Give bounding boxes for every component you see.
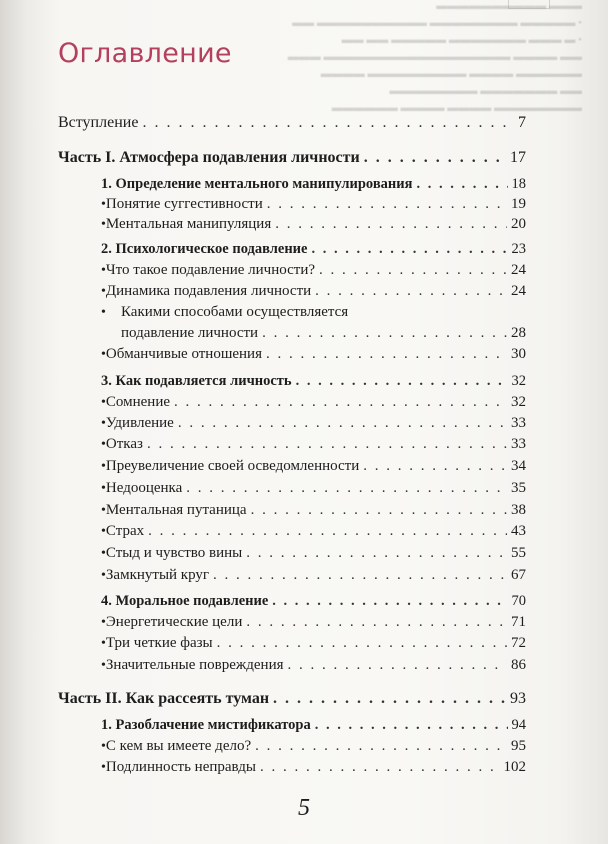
toc-page-number: 18 [511,176,526,192]
toc-page-number: 38 [511,502,526,518]
toc-entry-label: Понятие суггестивности [105,196,263,212]
toc-page-number: 30 [511,346,526,362]
bullet-icon: • [101,305,106,320]
leader-dots [267,194,507,214]
bullet-icon: • [101,437,106,452]
leader-dots [142,113,514,133]
toc-entry-label: Подлинность неправды [105,759,256,775]
toc-page-number: 35 [511,480,526,496]
toc-section[interactable] [101,214,526,235]
bullet-icon: • [101,284,106,299]
bullet-icon: • [101,615,106,630]
toc-page-number: 33 [511,436,526,452]
toc-section[interactable] [101,344,526,365]
leader-dots [262,323,507,343]
leader-dots [296,371,508,391]
toc-page-number: 55 [511,545,526,561]
toc-page-number: 20 [511,216,526,232]
toc-section[interactable] [101,281,526,302]
leader-dots [319,260,507,280]
leader-dots [148,521,507,541]
bullet-icon: • [101,568,106,583]
toc-section[interactable] [101,565,526,586]
leader-dots [186,478,507,498]
toc-page-number: 19 [511,196,526,212]
toc-entry-label: 3. Как подавляется личность [101,373,292,389]
toc-page-number: 17 [510,149,526,166]
toc-section[interactable] [101,612,526,633]
toc-entry-label: Ментальная путаница [105,502,247,518]
leader-dots [315,281,507,301]
toc-section-continuation[interactable] [121,323,526,343]
leader-dots [311,239,507,259]
toc-entry-label: Страх [105,523,145,539]
leader-dots [260,757,500,777]
toc-page-number: 32 [511,373,526,389]
leader-dots [272,591,507,611]
toc-entry-label: 1. Определение ментального манипулирования [101,176,413,192]
bullet-icon: • [101,217,106,232]
toc-entry-label: 2. Психологическое подавление [101,241,308,257]
leader-dots [255,736,507,756]
toc-entry-label: Энергетические цели [105,614,243,630]
toc-entry-label: Удивление [105,415,174,431]
toc-section[interactable] [101,392,526,413]
toc-section[interactable] [101,302,526,323]
toc-section[interactable] [101,413,526,434]
toc-entry-label: Обманчивые отношения [105,346,262,362]
bullet-icon: • [101,636,106,651]
toc-section[interactable] [101,736,526,757]
toc-section[interactable] [101,543,526,564]
bullet-icon: • [101,197,106,212]
leader-dots [416,174,507,194]
toc-chapter[interactable] [101,591,526,611]
toc-entry-label-line2: подавление личности [121,325,259,341]
toc-entry-label: Часть I. Атмосфера подавления личности [58,149,360,166]
toc-chapter[interactable] [101,715,526,735]
toc-part-heading[interactable] [58,148,526,168]
bullet-icon: • [101,760,106,775]
toc-entry-label: Недооценка [105,480,183,496]
toc-entry-label: С кем вы имеете дело? [105,738,252,754]
toc-entry-label: Что такое подавление личности? [105,262,316,278]
toc-part-heading[interactable] [58,689,526,709]
bullet-icon: • [101,503,106,518]
bullet-icon: • [101,395,106,410]
toc-entry-label: Три четкие фазы [105,635,213,651]
toc-entry-label: Замкнутый круг [105,567,210,583]
toc-page-number: 34 [511,458,526,474]
page-title: Оглавление [58,38,232,69]
toc-page-number: 24 [511,283,526,299]
bullet-icon: • [101,481,106,496]
toc-entry[interactable] [58,113,526,133]
bullet-icon: • [101,524,106,539]
bullet-icon: • [101,546,106,561]
toc-entry-label: Значительные повреждения [105,657,284,673]
toc-page-number: 23 [511,241,526,257]
toc-section[interactable] [101,500,526,521]
toc-entry-label: Преувеличение своей осведомленности [105,458,360,474]
toc-section[interactable] [101,434,526,455]
leader-dots [288,655,507,675]
toc-page-number: 72 [511,635,526,651]
toc-entry-label: Вступление [58,114,139,131]
toc-section[interactable] [101,194,526,215]
bullet-icon: • [101,658,106,673]
toc-section[interactable] [101,655,526,676]
toc-section[interactable] [101,521,526,542]
toc-page-number: 7 [518,114,526,131]
toc-entry-label: Динамика подавления личности [105,283,312,299]
leader-dots [246,612,507,632]
bullet-icon: • [101,347,106,362]
leader-dots [266,344,507,364]
leader-dots [275,214,507,234]
leader-dots [213,565,507,585]
toc-entry-label: Какими способами осуществляется [121,304,349,320]
toc-page-number: 43 [511,523,526,539]
toc-entry-label: Часть II. Как рассеять туман [58,690,270,707]
leader-dots [147,434,507,454]
bullet-icon: • [101,263,106,278]
toc-page-number: 102 [503,759,526,775]
toc-chapter[interactable] [101,174,526,194]
leader-dots [246,543,507,563]
toc-entry-label: Ментальная манипуляция [105,216,272,232]
toc-entry-label: Сомнение [105,394,171,410]
toc-entry-label: Отказ [105,436,143,452]
toc-page-number: 94 [511,717,526,733]
toc-section[interactable] [101,478,526,499]
toc-section[interactable] [101,757,526,778]
toc-entry-label: Стыд и чувство вины [105,545,243,561]
toc-page-number: 93 [510,690,526,707]
toc-page-number: 71 [511,614,526,630]
toc-page-number: 28 [511,325,526,341]
toc-page-number: 86 [511,657,526,673]
toc-chapter[interactable] [101,371,526,391]
bullet-icon: • [101,459,106,474]
toc-section[interactable] [101,260,526,281]
toc-section[interactable] [101,456,526,477]
toc-page-number: 70 [511,593,526,609]
toc-entry-label: 1. Разоблачение мистификатора [101,717,311,733]
leader-dots [364,148,506,168]
leader-dots [251,500,507,520]
toc-page-number: 95 [511,738,526,754]
page-number: 5 [298,795,310,821]
bullet-icon: • [101,416,106,431]
toc-page-number: 67 [511,567,526,583]
toc-page-number: 33 [511,415,526,431]
leader-dots [315,715,508,735]
toc-chapter[interactable] [101,239,526,259]
leader-dots [174,392,507,412]
toc-section[interactable] [101,633,526,654]
leader-dots [273,689,506,709]
show-through-text: ▬▬▬ ▬▬▬▬▬▬▬▬▬▬ • ▬▬▬▬▬ ▬▬▬▬▬▬▬▬ ▬▬▬▬▬▬▬▬▬▬ ▬▬ • ▬ ▬▬▬ ▬▬▬▬▬▬▬ ▬▬▬▬▬ ▬▬ ▬▬ ▬▬ ▬▬▬▬ ▬▬▬▬▬▬▬▬▬▬▬▬▬▬▬▬▬ ▬▬▬ ▬▬▬▬▬▬ ▬▬▬▬ ▬▬▬▬▬▬▬▬▬ ▬▬▬▬ ▬▬ ▬▬▬▬▬▬▬ ▬▬▬▬▬▬▬▬ ▬▬▬▬▬▬▬▬ ▬▬▬▬ ▬▬▬▬ ▬▬▬▬▬▬ [287,0,582,114]
leader-dots [178,413,507,433]
toc-page-number: 24 [511,262,526,278]
bullet-icon: • [101,739,106,754]
leader-dots [363,456,507,476]
toc-page-number: 32 [511,394,526,410]
toc-entry-label: 4. Моральное подавление [101,593,269,609]
leader-dots [217,633,507,653]
